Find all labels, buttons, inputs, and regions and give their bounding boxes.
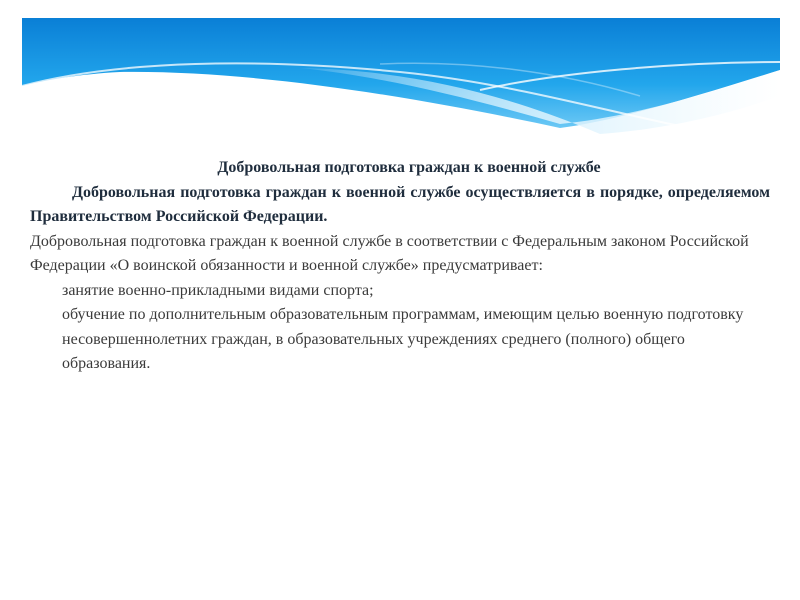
- body-paragraph: Добровольная подготовка граждан к военной службе в соответствии с Федеральным законом Российской Федерации «О воинской обязанности и военной службе» предусматривает:: [30, 232, 749, 274]
- bullet-list: [30, 279, 770, 377]
- list-item-text: занятие военно-прикладными видами спорта;: [62, 281, 374, 299]
- list-item: [30, 279, 770, 304]
- slide-content: [30, 156, 770, 377]
- wave-banner-decoration: [0, 0, 800, 150]
- lead-paragraph: Добровольная подготовка граждан к военной службе осуществляется в порядке, определяемом Правительством Российской Федерации.: [30, 183, 770, 225]
- list-item-text: обучение по дополнительным образовательным программам, имеющим целью военную подготовку несовершеннолетних граждан, в образовательных учреждениях среднего (полного) общего образования.: [62, 306, 744, 372]
- slide-title: Добровольная подготовка граждан к военной службе: [217, 159, 601, 176]
- list-item: [30, 303, 770, 377]
